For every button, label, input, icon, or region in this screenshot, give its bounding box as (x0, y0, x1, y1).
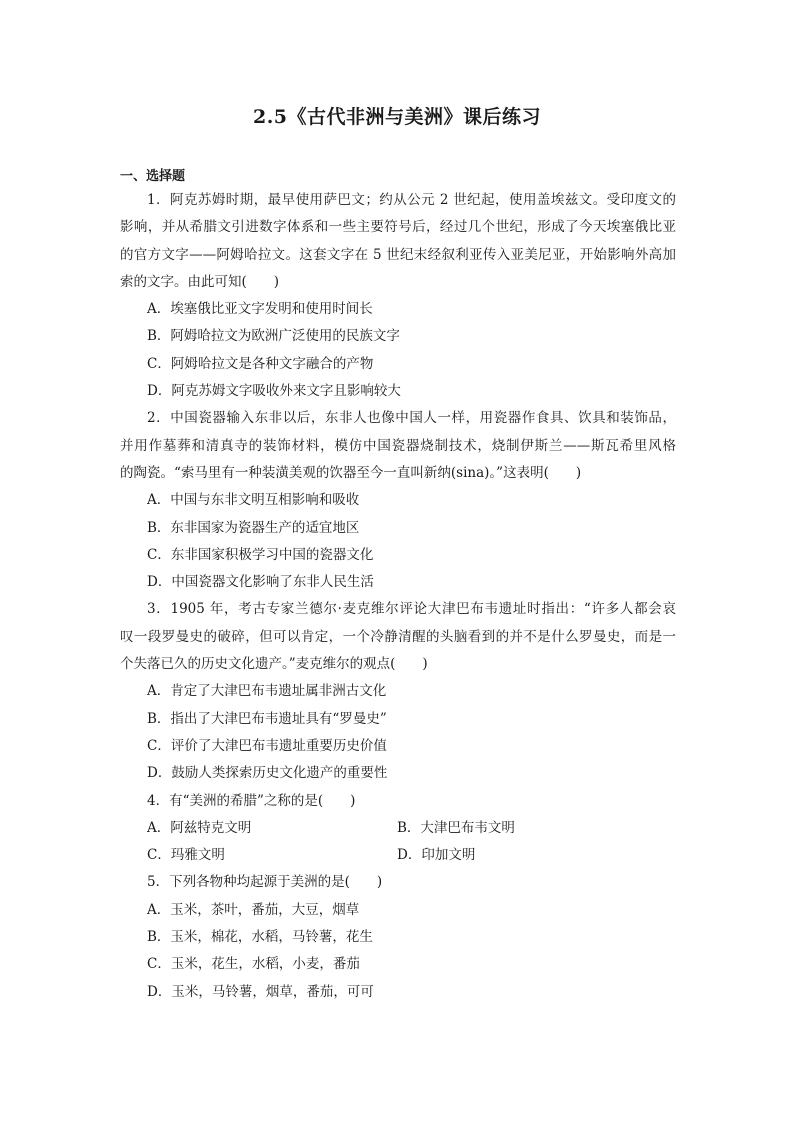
question-5 (120, 869, 676, 1005)
option-d: D．印加文明 (397, 847, 476, 864)
question-stem-line: 1．阿克苏姆时期，最早使用萨巴文；约从公元 2 世纪起，使用盖埃兹文。受印度文的 (147, 192, 676, 208)
option-a: A．玉米，茶叶，番茄，大豆，烟草 (147, 901, 360, 918)
option-c: C．东非国家积极学习中国的瓷器文化 (147, 546, 374, 563)
option-b: B．玉米，棉花，水稻，马铃薯，花生 (147, 929, 373, 946)
option-b: B．大津巴布韦文明 (397, 819, 515, 836)
question-stem-line: 并用作墓葬和清真寺的装饰材料，模仿中国瓷器烧制技术，烧制伊斯兰——斯瓦希里风格 (120, 437, 676, 454)
question-stem-line: 叹一段罗曼史的破碎，但可以肯定，一个冷静清醒的头脑看到的并不是什么罗曼史，而是一 (120, 628, 676, 645)
option-b: B．阿姆哈拉文为欧洲广泛使用的民族文字 (147, 328, 400, 345)
option-c: C．玛雅文明 (147, 847, 225, 864)
question-stem-line: 5．下列各物种均起源于美洲的是( ) (147, 874, 383, 891)
option-b: B．东非国家为瓷器生产的适宜地区 (147, 519, 360, 536)
section-heading: 一、选择题 (120, 169, 186, 184)
option-row (120, 842, 676, 869)
question-stem-line: 2．中国瓷器输入东非以后，东非人也像中国人一样，用瓷器作食具、饮具和装饰品， (147, 410, 676, 427)
question-2 (120, 405, 676, 596)
option-c: C．玉米，花生，水稻，小麦，番茄 (147, 956, 360, 973)
question-stem-line: 的官方文字——阿姆哈拉文。这套文字在 5 世纪末经叙利亚传入亚美尼亚，开始影响外高加 (120, 246, 676, 263)
question-stem-line: 影响，并从希腊文引进数字体系和一些主要符号后，经过几个世纪，形成了今天埃塞俄比亚 (120, 219, 676, 236)
question-1 (120, 187, 676, 405)
option-a: A．中国与东非文明互相影响和吸收 (147, 492, 360, 509)
option-a: A．肯定了大津巴布韦遗址属非洲古文化 (147, 683, 387, 700)
question-stem-line: 的陶瓷。“索马里有一种装潢美观的饮器至今一直叫新纳(sina)。”这表明( ) (120, 464, 582, 481)
option-c: C．评价了大津巴布韦遗址重要历史价值 (147, 737, 387, 754)
question-stem-line: 个失落已久的历史文化遗产。”麦克维尔的观点( ) (120, 656, 428, 673)
option-c: C．阿姆哈拉文是各种文字融合的产物 (147, 355, 374, 372)
question-3 (120, 596, 676, 787)
option-d: D．中国瓷器文化影响了东非人民生活 (147, 574, 374, 591)
question-stem-line: 索的文字。由此可知( ) (120, 273, 280, 290)
page-title: 2.5《古代非洲与美洲》课后练习 (252, 106, 542, 128)
option-d: D．鼓励人类探索历史文化遗产的重要性 (147, 765, 388, 782)
question-stem-line: 3．1905 年，考古专家兰德尔·麦克维尔评论大津巴布韦遗址时指出：“许多人都会哀 (147, 601, 676, 618)
option-row (120, 815, 676, 842)
question-4 (120, 788, 676, 870)
option-a: A．阿兹特克文明 (147, 819, 252, 836)
option-d: D．阿克苏姆文字吸收外来文字且影响较大 (147, 383, 401, 400)
option-a: A．埃塞俄比亚文字发明和使用时间长 (147, 301, 373, 318)
option-d: D．玉米，马铃薯，烟草，番茄，可可 (147, 983, 374, 1000)
question-stem-line: 4．有“美洲的希腊”之称的是( ) (147, 792, 356, 809)
question-list (120, 187, 676, 1006)
option-b: B．指出了大津巴布韦遗址具有“罗曼史” (147, 710, 387, 727)
